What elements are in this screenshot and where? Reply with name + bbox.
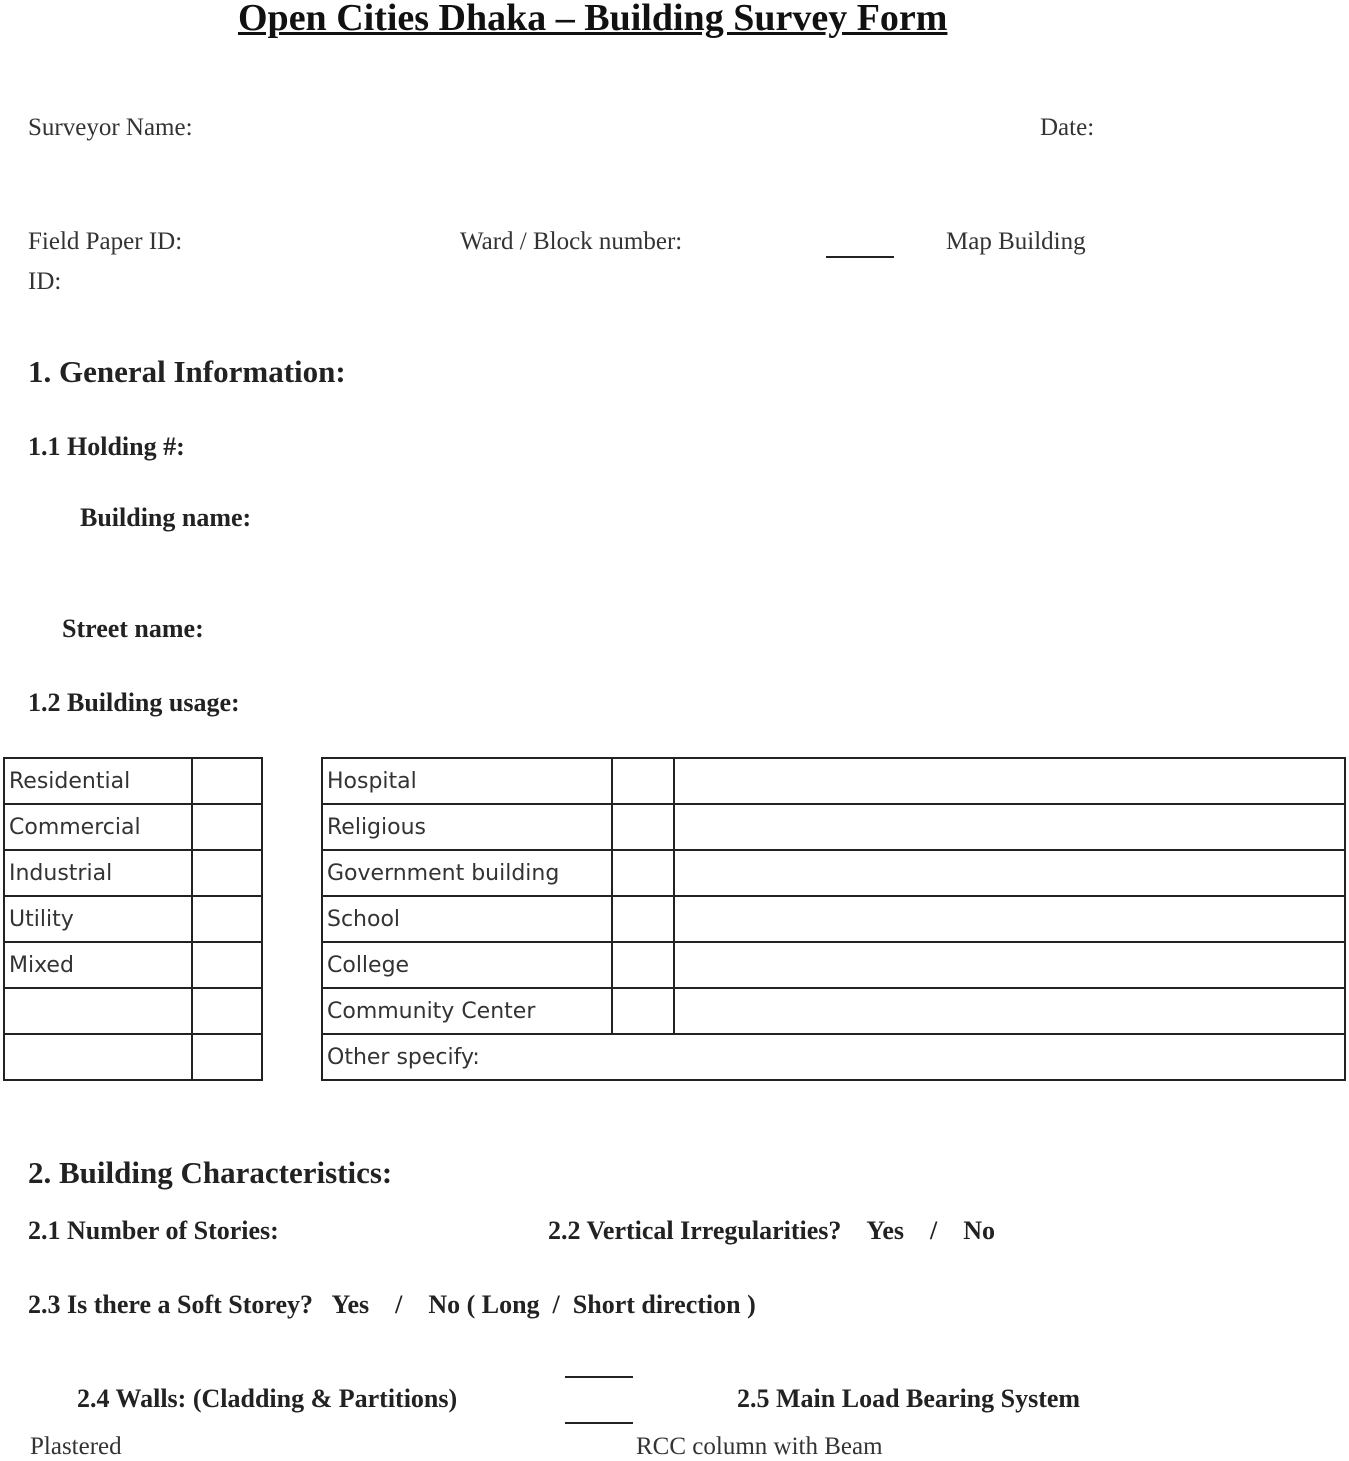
walls-blank-line-top[interactable] bbox=[565, 1376, 633, 1378]
usage-table-left bbox=[3, 757, 263, 1081]
usage-option-label: Industrial bbox=[4, 850, 192, 896]
street-name-label: Street name: bbox=[62, 614, 204, 643]
usage-checkbox-cell[interactable] bbox=[192, 1034, 262, 1080]
map-building-id-label: ID: bbox=[28, 268, 62, 295]
usage-option-label: Hospital bbox=[322, 758, 612, 804]
usage-table-right bbox=[321, 757, 1346, 1081]
ward-block-number-label: Ward / Block number: bbox=[460, 228, 683, 255]
table-row bbox=[4, 942, 262, 988]
soft-storey-question: 2.3 Is there a Soft Storey? Yes / No ( Long / Short direction ) bbox=[28, 1290, 756, 1319]
usage-option-label: School bbox=[322, 896, 612, 942]
walls-label: 2.4 Walls: (Cladding & Partitions) bbox=[77, 1384, 458, 1413]
table-row bbox=[4, 758, 262, 804]
usage-notes-cell[interactable] bbox=[674, 896, 1345, 942]
usage-checkbox-cell[interactable] bbox=[192, 758, 262, 804]
surveyor-name-label: Surveyor Name: bbox=[28, 114, 193, 141]
load-bearing-system-label: 2.5 Main Load Bearing System bbox=[737, 1384, 1081, 1413]
table-row bbox=[322, 804, 1345, 850]
walls-blank-line-bottom[interactable] bbox=[565, 1422, 633, 1424]
usage-checkbox-cell[interactable] bbox=[192, 850, 262, 896]
map-building-label: Map Building bbox=[946, 228, 1086, 255]
usage-option-label: Utility bbox=[4, 896, 192, 942]
number-of-stories-label: 2.1 Number of Stories: bbox=[28, 1216, 279, 1245]
ward-block-blank-line[interactable] bbox=[826, 256, 894, 258]
usage-option-label: Mixed bbox=[4, 942, 192, 988]
usage-checkbox-cell[interactable] bbox=[192, 988, 262, 1034]
usage-checkbox-cell[interactable] bbox=[612, 804, 674, 850]
table-row bbox=[322, 758, 1345, 804]
table-row bbox=[4, 804, 262, 850]
building-name-label: Building name: bbox=[80, 503, 252, 532]
usage-checkbox-cell[interactable] bbox=[192, 942, 262, 988]
usage-option-label: Commercial bbox=[4, 804, 192, 850]
usage-checkbox-cell[interactable] bbox=[612, 896, 674, 942]
vertical-irregularities-question: 2.2 Vertical Irregularities? Yes / No bbox=[548, 1216, 995, 1245]
usage-notes-cell[interactable] bbox=[674, 850, 1345, 896]
usage-notes-cell[interactable] bbox=[674, 804, 1345, 850]
table-row bbox=[322, 988, 1345, 1034]
usage-option-label: Community Center bbox=[322, 988, 612, 1034]
building-usage-heading: 1.2 Building usage: bbox=[28, 688, 240, 717]
usage-option-label bbox=[4, 1034, 192, 1080]
table-row bbox=[322, 942, 1345, 988]
usage-option-label: Residential bbox=[4, 758, 192, 804]
holding-number-label: 1.1 Holding #: bbox=[28, 432, 185, 461]
table-row bbox=[4, 1034, 262, 1080]
section-building-characteristics-heading: 2. Building Characteristics: bbox=[28, 1155, 393, 1190]
table-row bbox=[4, 896, 262, 942]
usage-checkbox-cell[interactable] bbox=[612, 988, 674, 1034]
table-row bbox=[322, 1034, 1345, 1080]
table-row bbox=[322, 850, 1345, 896]
usage-checkbox-cell[interactable] bbox=[612, 758, 674, 804]
load-option-rcc-column: RCC column with Beam bbox=[636, 1433, 883, 1460]
usage-option-label: College bbox=[322, 942, 612, 988]
usage-notes-cell[interactable] bbox=[674, 758, 1345, 804]
walls-option-plastered: Plastered bbox=[30, 1433, 122, 1460]
date-label: Date: bbox=[1040, 114, 1095, 141]
usage-checkbox-cell[interactable] bbox=[192, 896, 262, 942]
form-title: Open Cities Dhaka – Building Survey Form bbox=[238, 0, 948, 39]
table-row bbox=[322, 896, 1345, 942]
usage-checkbox-cell[interactable] bbox=[612, 942, 674, 988]
usage-notes-cell[interactable] bbox=[674, 988, 1345, 1034]
usage-other-specify[interactable]: Other specify: bbox=[322, 1034, 1345, 1080]
usage-checkbox-cell[interactable] bbox=[612, 850, 674, 896]
table-row bbox=[4, 850, 262, 896]
usage-notes-cell[interactable] bbox=[674, 942, 1345, 988]
field-paper-id-label: Field Paper ID: bbox=[28, 228, 183, 255]
section-general-information-heading: 1. General Information: bbox=[28, 354, 346, 389]
usage-option-label bbox=[4, 988, 192, 1034]
usage-option-label: Religious bbox=[322, 804, 612, 850]
table-row bbox=[4, 988, 262, 1034]
usage-option-label: Government building bbox=[322, 850, 612, 896]
usage-checkbox-cell[interactable] bbox=[192, 804, 262, 850]
